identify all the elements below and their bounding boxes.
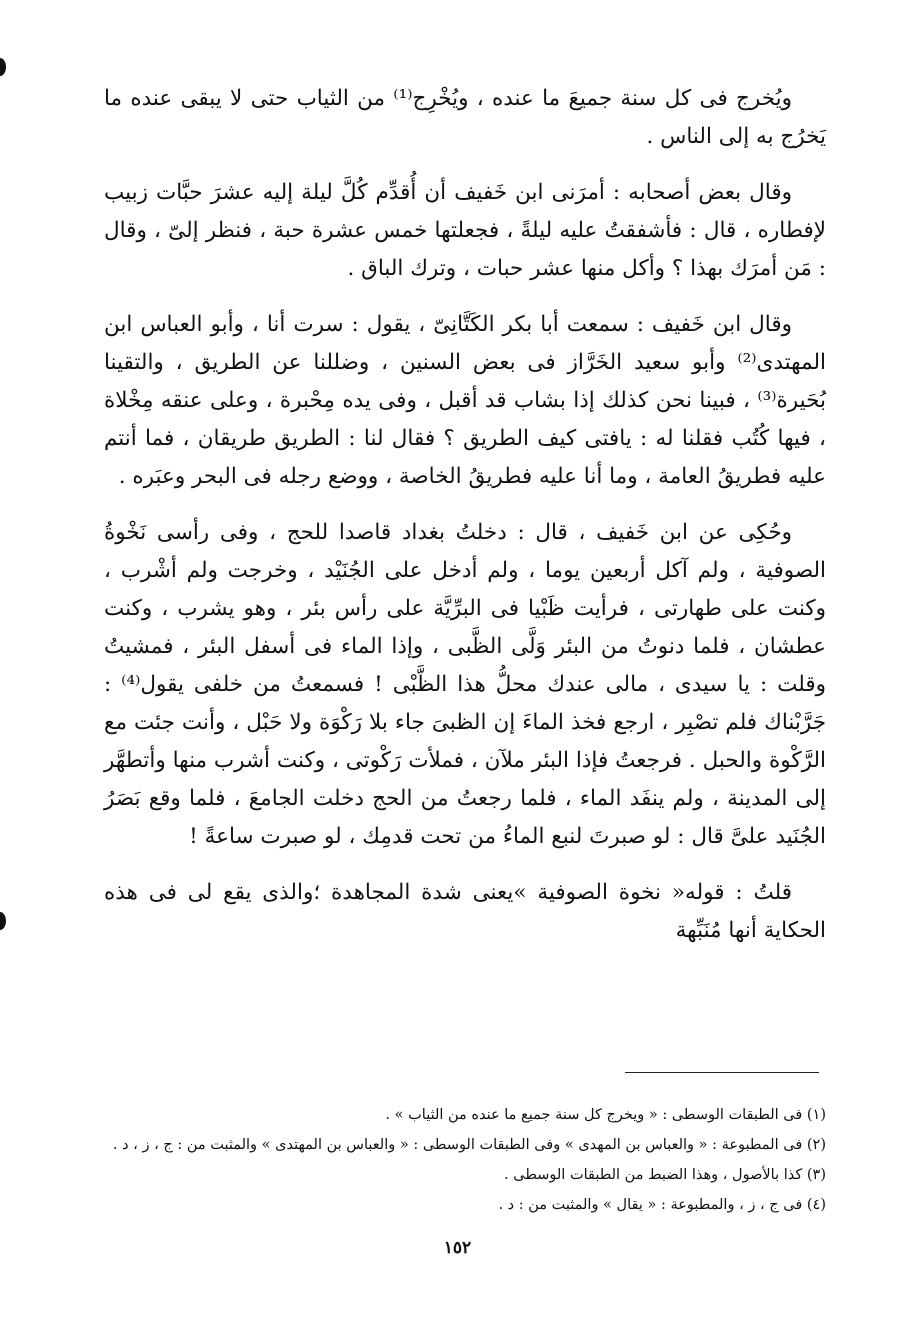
paragraph-4: وحُكِى عن ابن خَفيف ، قال : دخلتُ بغداد قاصدا للحج ، وفى رأسى نَخْوةُ الصوفية ، ولم آكل أربعين يوما ، ولم أدخل على الجُنَيْد ، وخرجت ولم أشْرب ، وكنت على طهارتى ، فرأيت ظَبْيا فى البرِّيَّة على رأس بئر ، وهو يشرب ، وكنت عطشان ، فلما دنوتُ من البئر وَلَّى الظَّبى ، وإذا الماء فى أسفل البئر ، فمشيتُ وقلت : يا سيدى ، مالى عندك محلُّ هذا الظَّبْى ! فسمعتُ من خلفى يقول⁽⁴⁾ : جَرَّبْناك فلم تصْبِر ، ارجع فخذ الماءَ إن الظبىَ جاء بلا رَكْوَة ولا حَبْل ، وأنت جئت مع الرَّكْوة والحبل . فرجعتُ فإذا البئر ملآن ، فملأت رَكْوتى ، وكنت أشرب منها وأتطهَّر إلى المدينة ، ولم ينفَد الماء ، فلما رجعتُ من الحج دخلت الجامعَ ، فلما وقع بَصَرُ الجُنَيد علىَّ قال : لو صبرتَ لنبع الماءُ من تحت قدمِك ، لو صبرت ساعةً ! <box>104 520 827 849</box>
footnote-4: (٤) فى ج ، ز ، والمطبوعة : « يقال » والمثبت من : د . <box>498 1197 826 1213</box>
page-number: ١٥٢ <box>443 1238 472 1258</box>
footnote-1: (١) فى الطبقات الوسطى : « ويخرج كل سنة جميع ما عنده من الثياب » . <box>385 1107 826 1123</box>
footnote-2: (٢) فى المطبوعة : « والعباس بن المهدى » وفى الطبقات الوسطى : « والعباس بن المهتدى » والمثبت من : ج ، ز ، د . <box>112 1137 826 1153</box>
scan-edge-mark-bottom <box>0 912 6 930</box>
paragraph-3: وقال ابن خَفيف : سمعت أبا بكر الكَتَّانِىّ ، يقول : سرت أنا ، وأبو العباس ابن المهتدى⁽²⁾ وأبو سعيد الخَرَّاز فى بعض السنين ، وضللنا عن الطريق ، والتقينا بُحَيرة⁽³⁾ ، فبينا نحن كذلك إذا بشاب قد أقبل ، وفى يده مِحْبرة ، وعلى عنقه مِخْلاة ، فيها كُتُب فقلنا له : يافتى كيف الطريق ؟ فقال لنا : الطريق طريقان ، فما أنتم عليه فطريقُ العامة ، وما أنا عليه فطريقُ الخاصة ، ووضع رجله فى البحر وعبَره . <box>104 312 826 489</box>
paragraph-2: وقال بعض أصحابه : أمرَنى ابن خَفيف أن أُقدِّم كُلَّ ليلة إليه عشرَ حبَّات زبيب لإفطاره ، قال : فأشفقتُ عليه ليلةً ، فجعلتها خمس عشرة حبة ، فنظر إلىّ ، وقال : مَن أمرَك بهذا ؟ وأكل منها عشر حبات ، وترك الباق . <box>104 180 826 281</box>
footnote-3: (٣) كذا بالأصول ، وهذا الضبط من الطبقات الوسطى . <box>504 1167 826 1183</box>
paragraph-1: ويُخرج فى كل سنة جميعَ ما عنده ، ويُخْرِج⁽¹⁾ من الثياب حتى لا يبقى عنده ما يَخرُج به إلى الناس . <box>104 86 826 149</box>
scan-edge-mark-top <box>0 58 6 76</box>
main-text <box>104 80 826 950</box>
footnote-separator <box>625 1072 819 1073</box>
footnotes <box>104 1100 826 1220</box>
paragraph-5: قلتُ : قوله« نخوة الصوفية »يعنى شدة المجاهدة ؛والذى يقع لى فى هذه الحكاية أنها مُنَبِّهة <box>104 880 826 943</box>
